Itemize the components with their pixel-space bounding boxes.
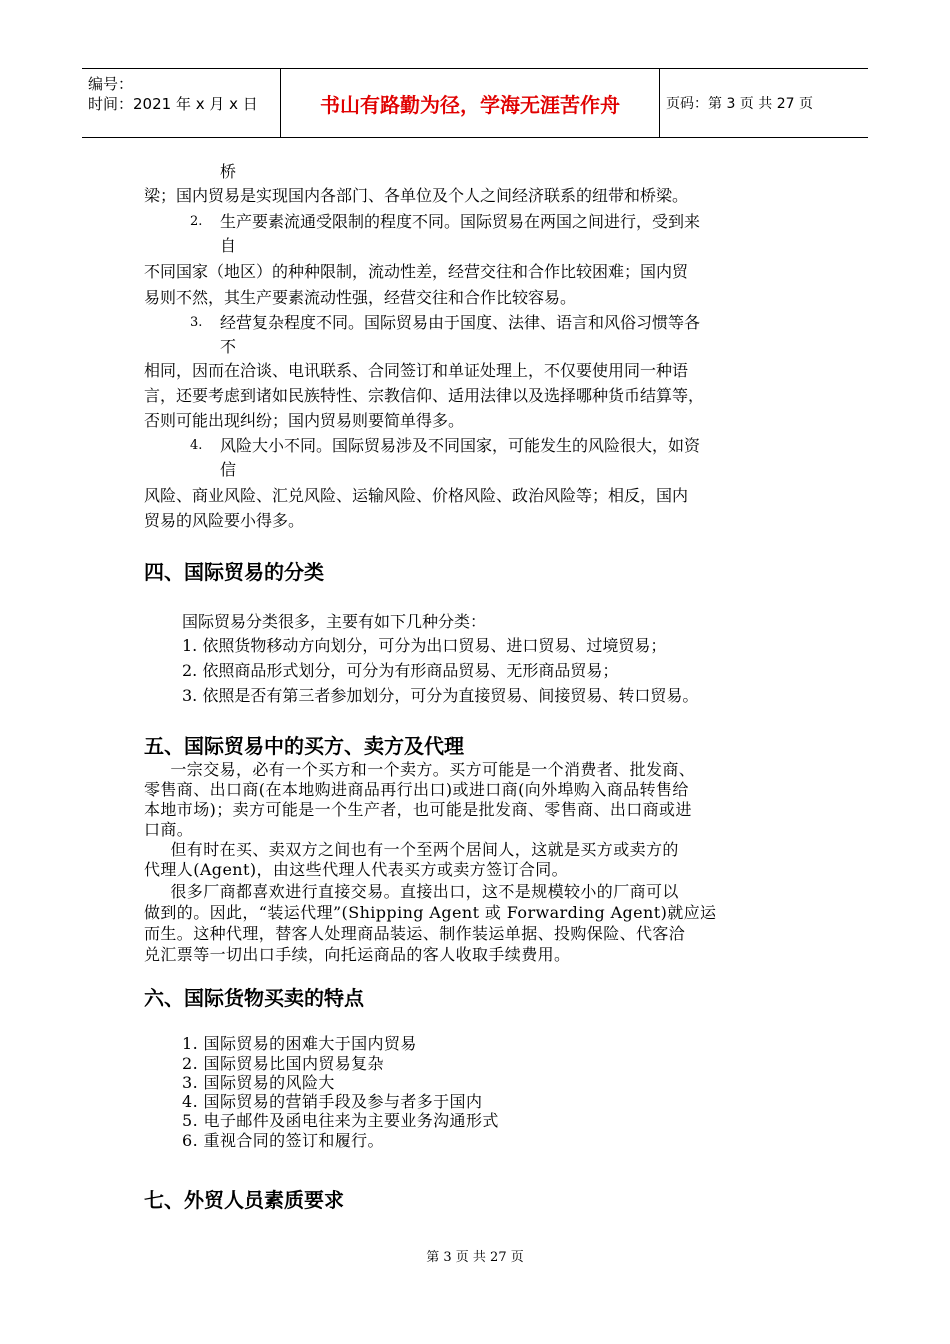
paragraph-line: 经营复杂程度不同。国际贸易由于国度、法律、语言和风俗习惯等各 bbox=[220, 313, 701, 332]
paragraph-line: 言，还要考虑到诸如民族特性、宗教信仰、适用法律以及选择哪种货币结算等， bbox=[144, 386, 705, 405]
header-number-label: 编号： bbox=[88, 75, 134, 93]
header-motto: 书山有路勤为径，学海无涯苦作舟 bbox=[281, 69, 660, 137]
section-heading: 五、国际贸易中的买方、卖方及代理 bbox=[144, 734, 464, 758]
section-heading: 七、外贸人员素质要求 bbox=[144, 1188, 344, 1212]
paragraph-line: 相同，因而在洽谈、电讯联系、合同签订和单证处理上，不仅要使用同一种语 bbox=[144, 361, 689, 380]
header-date-label: 时间：2021 年 x 月 x 日 bbox=[88, 95, 258, 113]
paragraph-line: 而生。这种代理，替客人处理商品装运、制作装运单据、投购保险、代客洽 bbox=[144, 924, 686, 943]
paragraph-line: 生产要素流通受限制的程度不同。国际贸易在两国之间进行，受到来 bbox=[220, 212, 701, 231]
paragraph-line: 不 bbox=[220, 337, 237, 356]
section-heading: 六、国际货物买卖的特点 bbox=[144, 986, 364, 1010]
paragraph-line: 信 bbox=[220, 460, 237, 479]
list-item: 1. 依照货物移动方向划分，可分为出口贸易、进口贸易、过境贸易； bbox=[182, 636, 667, 655]
list-item: 1. 国际贸易的困难大于国内贸易 bbox=[182, 1034, 417, 1053]
paragraph-line: 不同国家（地区）的种种限制，流动性差，经营交往和合作比较困难；国内贸 bbox=[144, 262, 689, 281]
paragraph-line: 代理人(Agent)，由这些代理人代表买方或卖方签订合同。 bbox=[144, 860, 569, 879]
list-number: 3. bbox=[190, 315, 203, 330]
list-item: 3. 国际贸易的风险大 bbox=[182, 1073, 335, 1092]
page-header bbox=[82, 68, 868, 138]
paragraph-line: 自 bbox=[220, 236, 237, 255]
paragraph-line: 做到的。因此，“装运代理”(Shipping Agent 或 Forwarding Agent)就应运 bbox=[144, 903, 717, 922]
paragraph-line: 一宗交易，必有一个买方和一个卖方。买方可能是一个消费者、批发商、 bbox=[154, 760, 696, 779]
paragraph-line: 口商。 bbox=[144, 820, 194, 839]
header-page-label: 页码：第 3 页 共 27 页 bbox=[666, 96, 813, 112]
list-number: 2. bbox=[190, 214, 203, 229]
list-item: 2. 依照商品形式划分，可分为有形商品贸易、无形商品贸易； bbox=[182, 661, 619, 680]
paragraph-line: 梁；国内贸易是实现国内各部门、各单位及个人之间经济联系的纽带和桥梁。 bbox=[144, 186, 689, 205]
paragraph-line: 很多厂商都喜欢进行直接交易。直接出口，这不是规模较小的厂商可以 bbox=[154, 882, 679, 901]
list-item: 5. 电子邮件及函电往来为主要业务沟通形式 bbox=[182, 1111, 499, 1130]
paragraph-line: 贸易的风险要小得多。 bbox=[144, 511, 305, 530]
paragraph-line: 但有时在买、卖双方之间也有一个至两个居间人，这就是买方或卖方的 bbox=[154, 840, 679, 859]
paragraph-line: 本地市场)；卖方可能是一个生产者，也可能是批发商、零售商、出口商或进 bbox=[144, 800, 692, 819]
paragraph-line: 国际贸易分类很多，主要有如下几种分类： bbox=[182, 612, 487, 631]
list-item: 2. 国际贸易比国内贸易复杂 bbox=[182, 1054, 384, 1073]
paragraph-line: 风险大小不同。国际贸易涉及不同国家，可能发生的风险很大，如资 bbox=[220, 436, 701, 455]
paragraph-line: 风险、商业风险、汇兑风险、运输风险、价格风险、政治风险等；相反，国内 bbox=[144, 486, 689, 505]
list-item: 4. 国际贸易的营销手段及参与者多于国内 bbox=[182, 1092, 483, 1111]
paragraph-line: 桥 bbox=[220, 162, 237, 181]
list-item: 3. 依照是否有第三者参加划分，可分为直接贸易、间接贸易、转口贸易。 bbox=[182, 686, 699, 705]
paragraph-line: 兑汇票等一切出口手续，向托运商品的客人收取手续费用。 bbox=[144, 945, 571, 964]
section-heading: 四、国际贸易的分类 bbox=[144, 560, 324, 584]
paragraph-line: 易则不然，其生产要素流动性强，经营交往和合作比较容易。 bbox=[144, 288, 577, 307]
header-info-cell bbox=[82, 69, 281, 137]
list-number: 4. bbox=[190, 438, 203, 453]
list-item: 6. 重视合同的签订和履行。 bbox=[182, 1131, 384, 1150]
page-footer: 第 3 页 共 27 页 bbox=[426, 1250, 524, 1265]
paragraph-line: 零售商、出口商(在本地购进商品再行出口)或进口商(向外埠购入商品转售给 bbox=[144, 780, 689, 799]
paragraph-line: 否则可能出现纠纷；国内贸易则要简单得多。 bbox=[144, 411, 465, 430]
